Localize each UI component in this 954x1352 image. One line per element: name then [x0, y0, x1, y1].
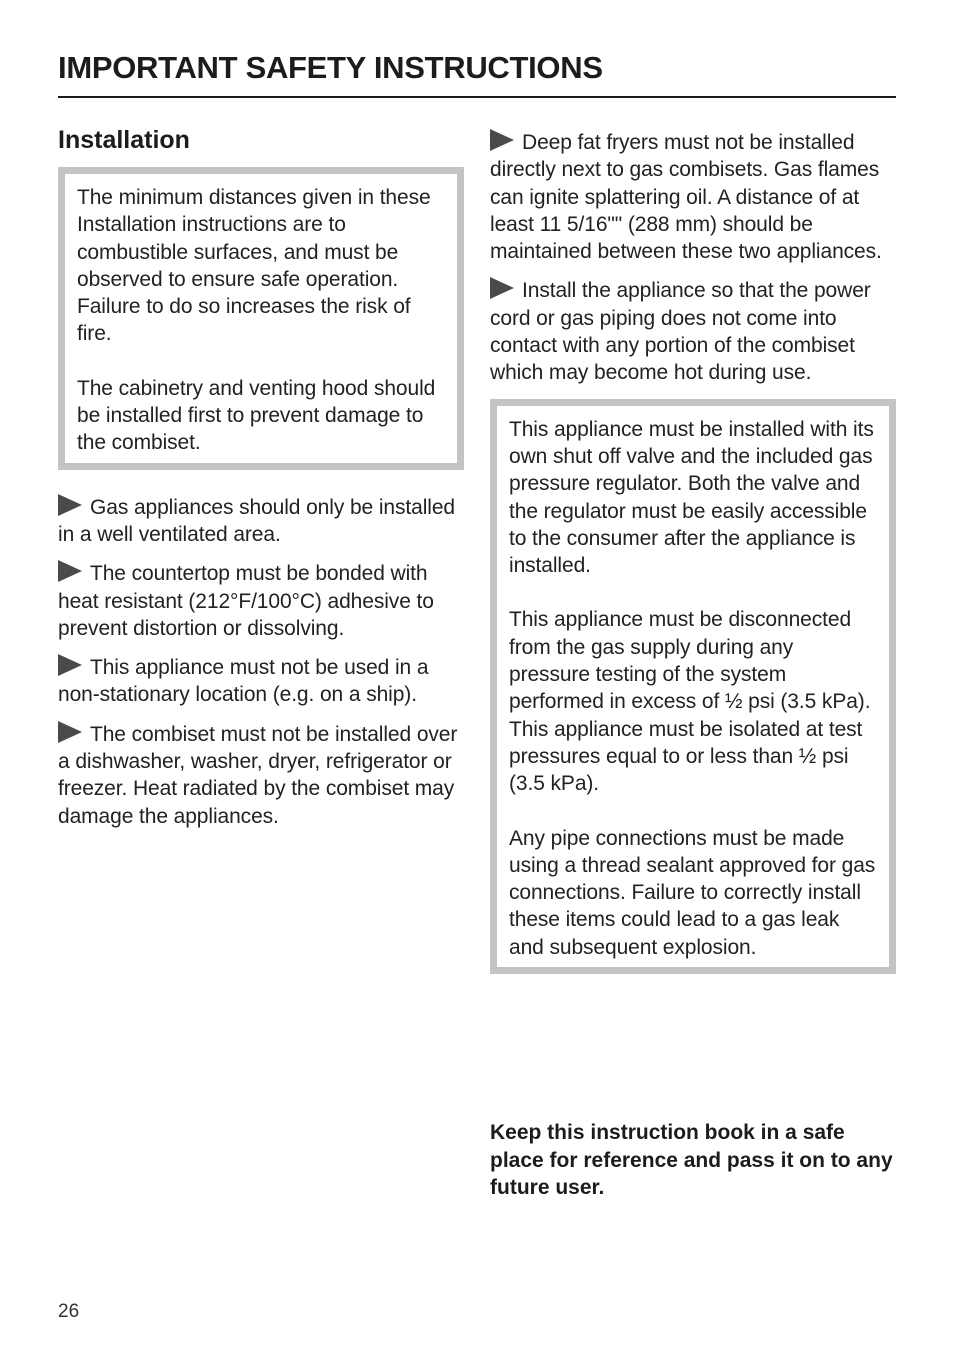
- triangle-bullet-icon: [58, 654, 82, 676]
- notice-paragraph: This appliance must be disconnected from the gas supply during any pressure testing of the system performed in excess of ½ psi (3.5 kPa). This appliance must be isolated at test pressures equal to or less than ½ psi (3.5 kPa).: [509, 608, 871, 796]
- left-column: [58, 124, 464, 842]
- bullet-text: Install the appliance so that the power cord or gas piping does not come into contact with any portion of the combiset which may become hot during use.: [490, 279, 871, 385]
- triangle-bullet-icon: [490, 277, 514, 299]
- bullet-item: [490, 129, 896, 265]
- bullet-text: Deep fat fryers must not be installed directly next to gas combisets. Gas flames can ignite splattering oil. A distance of at least 11 5/16"" (288 mm) should be maintained between these two appliances.: [490, 131, 882, 264]
- page-title: IMPORTANT SAFETY INSTRUCTIONS: [58, 50, 896, 98]
- bullet-text: The combiset must not be installed over a dishwasher, washer, dryer, refrigerator or freezer. Heat radiated by the combiset may damage the appliances.: [58, 722, 458, 828]
- bullet-item: [58, 654, 464, 709]
- bullet-item: [490, 277, 896, 386]
- bullet-item: [58, 721, 464, 830]
- bullet-item: [58, 494, 464, 549]
- bullet-text: Gas appliances should only be installed in a well ventilated area.: [58, 495, 456, 546]
- triangle-bullet-icon: [58, 494, 82, 516]
- right-column: [490, 129, 896, 998]
- bullet-text: The countertop must be bonded with heat resistant (212°F/100°C) adhesive to prevent distortion or dissolving.: [58, 562, 434, 640]
- triangle-bullet-icon: [58, 721, 82, 743]
- gas-supply-notice-box: [490, 399, 896, 974]
- triangle-bullet-icon: [490, 129, 514, 151]
- bullet-item: [58, 560, 464, 642]
- notice-paragraph: Any pipe connections must be made using a thread sealant approved for gas connections. Failure to correctly install these items could lead to a gas leak and subsequent explosion.: [509, 826, 876, 959]
- notice-paragraph: The cabinetry and venting hood should be installed first to prevent damage to the combiset.: [77, 376, 436, 455]
- notice-paragraph: This appliance must be installed with its own shut off valve and the included gas pressure regulator. Both the valve and the regulator must be easily accessible to the consumer after the appliance is installed.: [509, 417, 874, 578]
- closing-note: Keep this instruction book in a safe place for reference and pass it on to any future user.: [490, 1121, 893, 1199]
- notice-paragraph: The minimum distances given in these Installation instructions are to combustible surfaces, and must be observed to ensure safe operation. Failure to do so increases the risk of fire.: [77, 186, 431, 346]
- section-heading: Installation: [58, 126, 190, 154]
- page-number: 26: [58, 1301, 80, 1322]
- installation-notice-box: [58, 167, 464, 470]
- triangle-bullet-icon: [58, 560, 82, 582]
- bullet-text: This appliance must not be used in a non-stationary location (e.g. on a ship).: [58, 656, 429, 707]
